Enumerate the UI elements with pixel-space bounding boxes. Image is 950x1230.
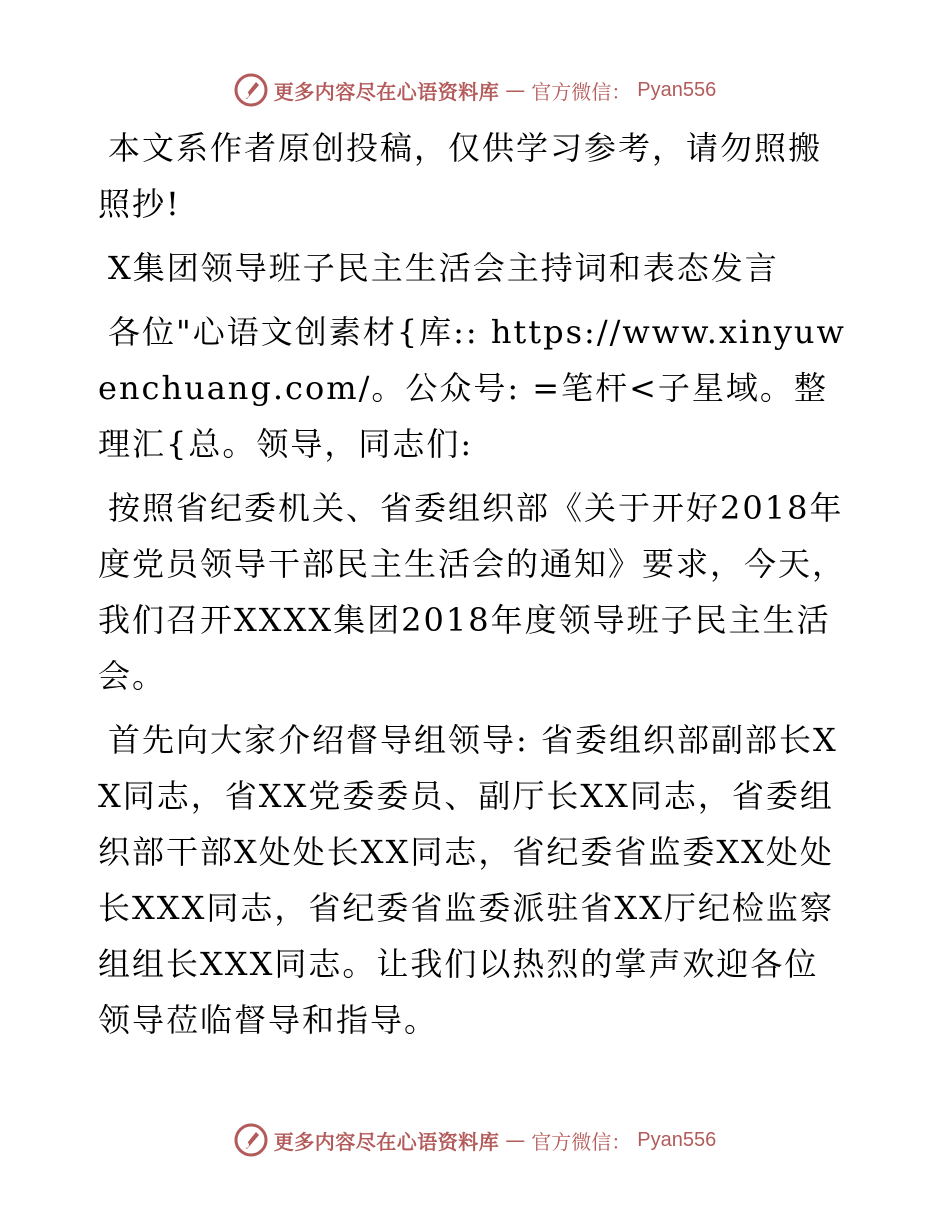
banner-site-text: 更多内容尽在心语资料库 xyxy=(273,79,500,104)
footer-separator: — xyxy=(505,1128,526,1152)
header-banner xyxy=(0,70,950,110)
quill-seal-icon xyxy=(234,1123,268,1157)
footer-site-text: 更多内容尽在心语资料库 xyxy=(273,1129,500,1154)
paragraph-guests: 首先向大家介绍督导组领导: 省委组织部副部长XX同志，省XX党委委员、副厅长XX同志，省委组织部干部X处处长XX同志，省纪委省监委XX处处长XXX同志，省纪委省监委派驻省XX厅纪检监察组组长XXX同志。让我们以热烈的掌声欢迎各位领导莅临督导和指导。 xyxy=(98,721,838,1039)
paragraph-intro: 按照省纪委机关、省委组织部《关于开好2018年度党员领导干部民主生活会的通知》要求，今天，我们召开XXXX集团2018年度领导班子民主生活会。 xyxy=(98,489,847,695)
banner-wechat-id: Pyan556 xyxy=(637,78,717,101)
footer-wechat-label: 官方微信： xyxy=(531,1129,632,1154)
quill-seal-icon xyxy=(234,73,268,107)
footer-wechat-id: Pyan556 xyxy=(637,1128,717,1151)
document-title: X集团领导班子民主生活会主持词和表态发言 xyxy=(108,249,779,287)
document-body xyxy=(98,120,848,1056)
banner-inner xyxy=(234,73,716,107)
footer-banner xyxy=(0,1120,950,1160)
banner-inner-footer xyxy=(234,1123,716,1157)
banner-wechat-label: 官方微信： xyxy=(531,79,632,104)
banner-separator: — xyxy=(505,78,526,102)
paragraph-notice: 本文系作者原创投稿，仅供学习参考，请勿照搬照抄! xyxy=(98,129,823,223)
paragraph-salutation: 各位"心语文创素材{库:: https://www.xinyuwenchuang.com/。公众号: =笔杆<子星域。整理汇{总。领导，同志们: xyxy=(98,313,846,463)
